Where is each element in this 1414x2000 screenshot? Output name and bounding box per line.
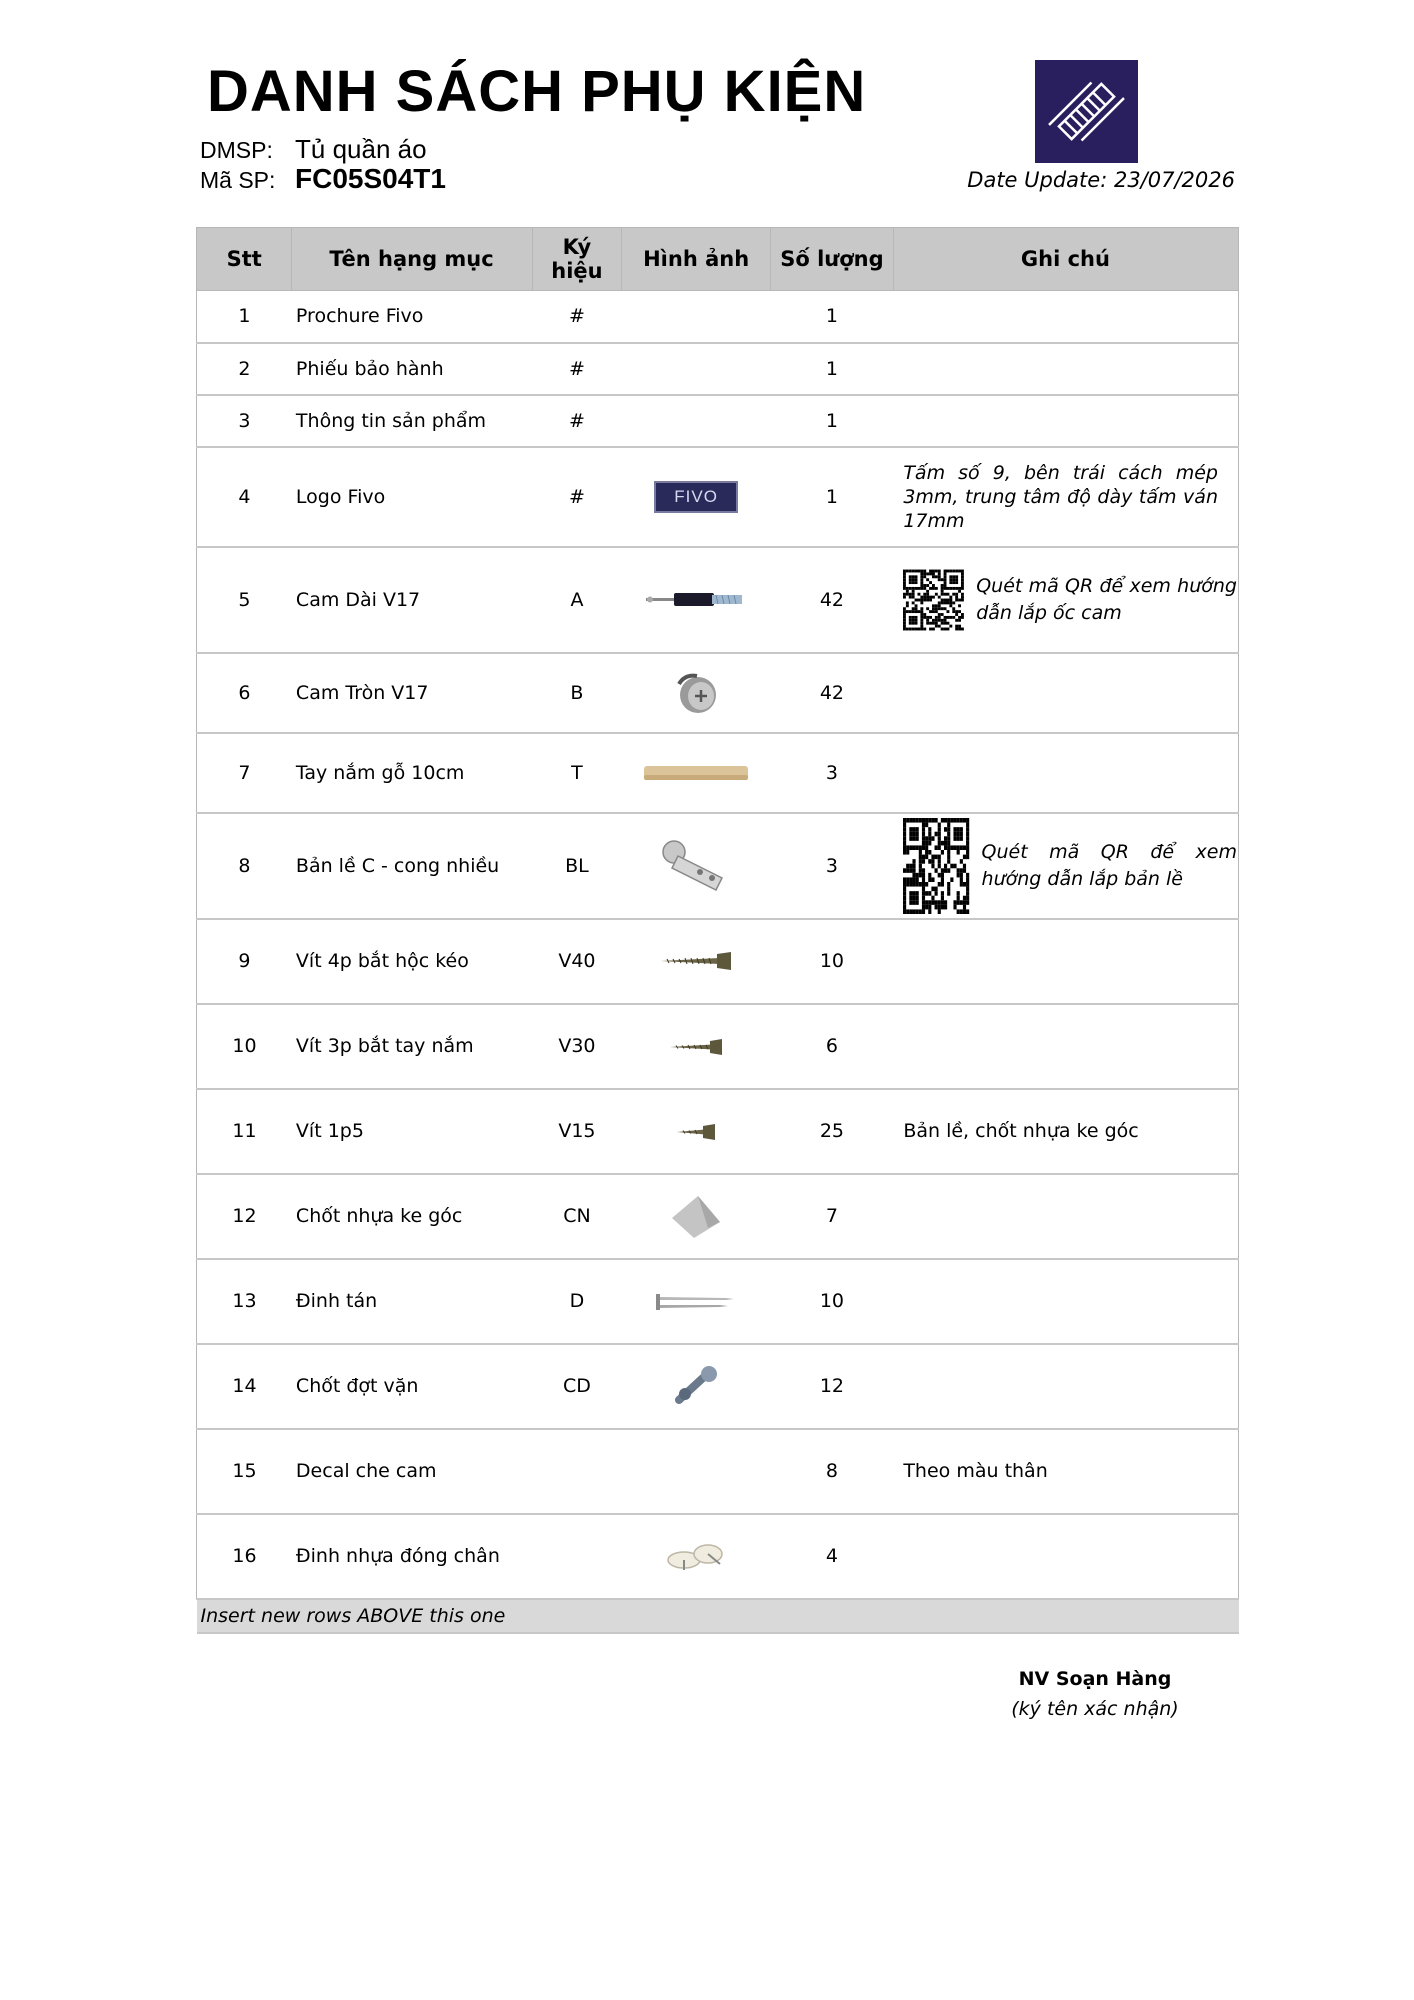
- table-header-row: [197, 228, 1239, 291]
- cell-stt: 13: [197, 1259, 292, 1344]
- cell-qty: 10: [771, 919, 894, 1004]
- cell-qty: 4: [771, 1514, 894, 1599]
- cell-note: [893, 813, 1238, 919]
- qr-code-icon: [903, 818, 969, 914]
- cell-name: Vít 1p5: [292, 1089, 532, 1174]
- table-row: [197, 653, 1239, 733]
- cell-note: [893, 1344, 1238, 1429]
- qr-instruction-text: Quét mã QR để xem hướng dẫn lắp ốc cam: [976, 574, 1237, 624]
- product-code-row: [200, 163, 446, 195]
- cell-symbol: A: [532, 547, 622, 653]
- cell-symbol: #: [532, 447, 622, 547]
- table-row: [197, 395, 1239, 447]
- cell-symbol: [532, 1429, 622, 1514]
- cell-name: Decal che cam: [292, 1429, 532, 1514]
- cell-stt: 10: [197, 1004, 292, 1089]
- shelf-pin-image: [671, 1364, 721, 1408]
- table-row: [197, 919, 1239, 1004]
- cell-stt: 11: [197, 1089, 292, 1174]
- cell-qty: 12: [771, 1344, 894, 1429]
- cell-name: Vít 4p bắt hộc kéo: [292, 919, 532, 1004]
- hinge-image: [656, 838, 736, 894]
- signature-subtitle: (ký tên xác nhận): [1011, 1698, 1179, 1720]
- screw-medium-image: [668, 1037, 724, 1057]
- cell-symbol: [532, 1514, 622, 1599]
- cell-qty: 7: [771, 1174, 894, 1259]
- cell-name: Bản lề C - cong nhiều: [292, 813, 532, 919]
- table-footer-row: [197, 1599, 1239, 1633]
- cell-image: [622, 547, 771, 653]
- col-header-note: Ghi chú: [893, 228, 1238, 291]
- cell-symbol: #: [532, 291, 622, 343]
- cell-symbol: V30: [532, 1004, 622, 1089]
- cell-symbol: V15: [532, 1089, 622, 1174]
- table-row: [197, 291, 1239, 343]
- cell-note: Theo màu thân: [893, 1429, 1238, 1514]
- cell-image: [622, 1004, 771, 1089]
- cell-stt: 6: [197, 653, 292, 733]
- cell-qty: 1: [771, 447, 894, 547]
- cell-symbol: D: [532, 1259, 622, 1344]
- cell-stt: 5: [197, 547, 292, 653]
- cell-stt: 8: [197, 813, 292, 919]
- cell-stt: 7: [197, 733, 292, 813]
- cell-note: [893, 291, 1238, 343]
- cell-stt: 12: [197, 1174, 292, 1259]
- table-row: [197, 447, 1239, 547]
- fivo-logo-text: FIVO: [674, 486, 718, 506]
- striped-square-logo-icon: [1035, 60, 1138, 163]
- cell-note: [893, 653, 1238, 733]
- cell-image: [622, 343, 771, 395]
- cell-stt: 15: [197, 1429, 292, 1514]
- nails-image: [656, 1290, 736, 1312]
- table-row: [197, 1089, 1239, 1174]
- round-cam-lock-image: [671, 670, 721, 716]
- cell-image: [622, 653, 771, 733]
- cell-symbol: #: [532, 343, 622, 395]
- insert-rows-note: Insert new rows ABOVE this one: [197, 1599, 1239, 1633]
- plastic-feet-image: [664, 1538, 728, 1574]
- cell-note: [893, 733, 1238, 813]
- col-header-symbol: Ký hiệu: [532, 228, 622, 291]
- col-header-qty: Số lượng: [771, 228, 894, 291]
- fivo-logo-image: [654, 481, 738, 513]
- cell-stt: 9: [197, 919, 292, 1004]
- table-row: [197, 1514, 1239, 1599]
- cell-stt: 2: [197, 343, 292, 395]
- cell-stt: 16: [197, 1514, 292, 1599]
- product-code-label: Mã SP:: [200, 167, 276, 193]
- cell-note: [893, 343, 1238, 395]
- cell-image: [622, 813, 771, 919]
- cell-name: Phiếu bảo hành: [292, 343, 532, 395]
- cell-name: Tay nắm gỗ 10cm: [292, 733, 532, 813]
- cell-note: [893, 395, 1238, 447]
- qr-instruction-text: Quét mã QR để xem hướng dẫn lắp bản lề: [981, 840, 1237, 890]
- cell-image: [622, 733, 771, 813]
- cell-symbol: CD: [532, 1344, 622, 1429]
- table-row: [197, 1429, 1239, 1514]
- cell-symbol: #: [532, 395, 622, 447]
- cell-note: Tấm số 9, bên trái cách mép 3mm, trung tâm độ dày tấm ván 17mm: [893, 447, 1238, 547]
- cell-note: Bản lề, chốt nhựa ke góc: [893, 1089, 1238, 1174]
- cell-name: Chốt đợt vặn: [292, 1344, 532, 1429]
- category-value: Tủ quần áo: [295, 134, 427, 164]
- cell-stt: 4: [197, 447, 292, 547]
- wood-handle-image: [644, 766, 748, 780]
- cell-symbol: CN: [532, 1174, 622, 1259]
- cell-image: [622, 1259, 771, 1344]
- cell-note: [893, 919, 1238, 1004]
- screw-short-image: [675, 1123, 717, 1141]
- category-row: [200, 134, 427, 165]
- page-title: DANH SÁCH PHỤ KIỆN: [207, 59, 867, 124]
- cell-stt: 3: [197, 395, 292, 447]
- cell-note: [893, 1259, 1238, 1344]
- product-code-value: FC05S04T1: [295, 163, 446, 194]
- cell-note: [893, 1174, 1238, 1259]
- cell-image: [622, 395, 771, 447]
- table-row: [197, 1344, 1239, 1429]
- cell-qty: 42: [771, 547, 894, 653]
- cell-image: [622, 1174, 771, 1259]
- cell-qty: 1: [771, 291, 894, 343]
- date-update: Date Update: 23/07/2026: [967, 168, 1235, 192]
- long-cam-bolt-image: [646, 590, 746, 610]
- table-row: [197, 733, 1239, 813]
- cell-image: [622, 1344, 771, 1429]
- plastic-corner-image: [668, 1192, 724, 1240]
- cell-image: [622, 1089, 771, 1174]
- cell-name: Đinh nhựa đóng chân: [292, 1514, 532, 1599]
- cell-name: Cam Dài V17: [292, 547, 532, 653]
- cell-image: [622, 1514, 771, 1599]
- col-header-image: Hình ảnh: [622, 228, 771, 291]
- cell-name: Chốt nhựa ke góc: [292, 1174, 532, 1259]
- cell-image: [622, 291, 771, 343]
- accessories-table: [196, 227, 1239, 1634]
- cell-qty: 25: [771, 1089, 894, 1174]
- cell-image: [622, 447, 771, 547]
- cell-note: [893, 547, 1238, 653]
- cell-qty: 3: [771, 813, 894, 919]
- cell-stt: 1: [197, 291, 292, 343]
- cell-qty: 1: [771, 395, 894, 447]
- signature-title: NV Soạn Hàng: [1018, 1668, 1172, 1690]
- col-header-stt: Stt: [197, 228, 292, 291]
- cell-qty: 10: [771, 1259, 894, 1344]
- table-row: [197, 547, 1239, 653]
- table-row: [197, 1259, 1239, 1344]
- table-row: [197, 1174, 1239, 1259]
- cell-qty: 42: [771, 653, 894, 733]
- cell-qty: 3: [771, 733, 894, 813]
- cell-qty: 8: [771, 1429, 894, 1514]
- cell-symbol: BL: [532, 813, 622, 919]
- cell-stt: 14: [197, 1344, 292, 1429]
- cell-note: [893, 1004, 1238, 1089]
- table-row: [197, 1004, 1239, 1089]
- cell-name: Đinh tán: [292, 1259, 532, 1344]
- cell-name: Cam Tròn V17: [292, 653, 532, 733]
- screw-long-image: [659, 950, 733, 972]
- cell-symbol: V40: [532, 919, 622, 1004]
- cell-qty: 6: [771, 1004, 894, 1089]
- cell-name: Logo Fivo: [292, 447, 532, 547]
- cell-name: Prochure Fivo: [292, 291, 532, 343]
- cell-image: [622, 919, 771, 1004]
- cell-name: Thông tin sản phẩm: [292, 395, 532, 447]
- cell-qty: 1: [771, 343, 894, 395]
- col-header-name: Tên hạng mục: [292, 228, 532, 291]
- cell-name: Vít 3p bắt tay nắm: [292, 1004, 532, 1089]
- cell-note: [893, 1514, 1238, 1599]
- cell-image: [622, 1429, 771, 1514]
- cell-symbol: B: [532, 653, 622, 733]
- table-row: [197, 813, 1239, 919]
- qr-code-icon: [903, 552, 964, 648]
- category-label: DMSP:: [200, 137, 273, 163]
- table-row: [197, 343, 1239, 395]
- cell-symbol: T: [532, 733, 622, 813]
